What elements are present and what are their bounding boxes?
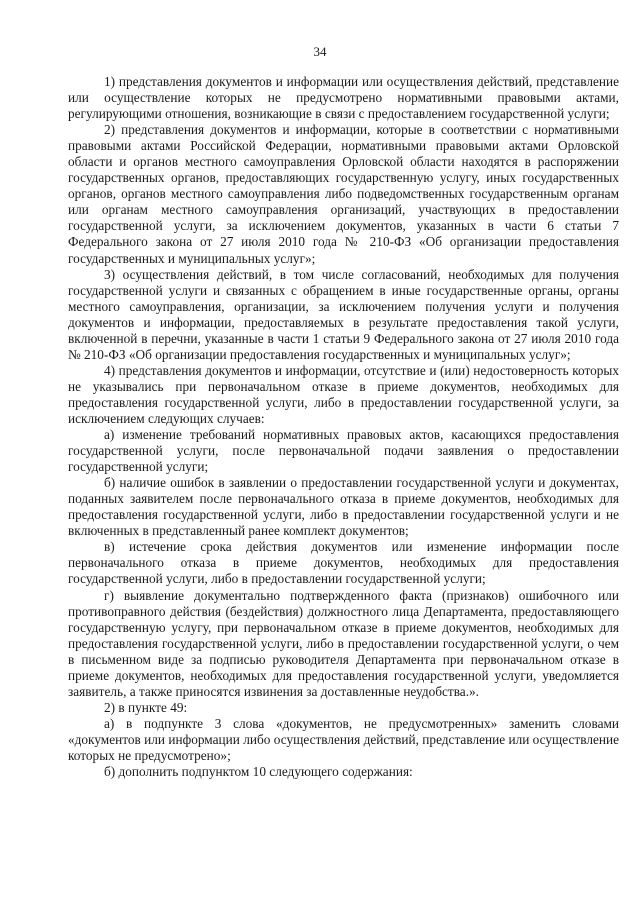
paragraph-subitem-a: а) изменение требований нормативных правовых актов, касающихся предоставления государственной услуги, после первоначальной подачи заявления о предоставлении государственной услуги; <box>68 427 619 475</box>
page-number: 34 <box>313 44 327 59</box>
paragraph-item-3: 3) осуществления действий, в том числе согласований, необходимых для получения государственной услуги и связанных с обращением в иные государственные органы, органы местного самоуправления, организации, за исключением получения услуги и получения документов и информации, предоставляемых в результате предоставления такой услуги, включенной в перечни, указанные в части 1 статьи 9 Федерального закона от 27 июля 2010 года № 210-ФЗ «Об организации предоставления государственных и муниципальных услуг»; <box>68 266 619 362</box>
paragraph-clause-49: 2) в пункте 49: <box>104 699 188 715</box>
paragraph-item-1: 1) представления документов и информации или осуществления действий, представление или осуществление которых не предусмотрено нормативными правовыми актами, регулирующими отношения, возникающие в связи с предоставлением государственной услуги; <box>68 74 619 122</box>
paragraph-clause-49-a: а) в подпункте 3 слова «документов, не предусмотренных» заменить словами «документов или информации либо осуществления действий, представление или осуществление которых не предусмотрено»; <box>68 715 619 763</box>
paragraph-subitem-g: г) выявление документально подтвержденного факта (признаков) ошибочного или противоправного действия (бездействия) должностного лица Департамента, предоставляющего государственную услугу, при первоначальном отказе в приеме документов, необходимых для предоставления государственной услуги, либо в предоставлении государственной услуги, о чем в письменном виде за подписью руководителя Департамента при первоначальном отказе в приеме документов, необходимых для предоставления государственной услуги, уведомляется заявитель, а также приносятся извинения за доставленные неудобства.». <box>68 587 619 699</box>
paragraph-subitem-b: б) наличие ошибок в заявлении о предоставлении государственной услуги и документах, поданных заявителем после первоначального отказа в приеме документов, необходимых для предоставления государственной услуги, либо в предоставлении государственной услуги и не включенных в представленный ранее комплект документов; <box>68 475 619 539</box>
paragraph-clause-49-b: б) дополнить подпунктом 10 следующего содержания: <box>104 764 413 780</box>
paragraph-item-4: 4) представления документов и информации, отсутствие и (или) недостоверность которых не указывались при первоначальном отказе в приеме документов, необходимых для предоставления государственной услуги, либо в предоставлении государственной услуги, за исключением следующих случаев: <box>68 362 619 426</box>
paragraph-item-2: 2) представления документов и информации, которые в соответствии с нормативными правовыми актами Российской Федерации, нормативными правовыми актами Орловской области и органов местного самоуправления Орловской области находятся в распоряжении государственных органов, предоставляющих государственную услугу, иных государственных органов, органов местного самоуправления либо подведомственных государственным органам или органам местного самоуправления организаций, участвующих в предоставлении государственной услуги, за исключением документов, указанных в части 6 статьи 7 Федерального закона от 27 июля 2010 года № 210-ФЗ «Об организации предоставления государственных и муниципальных услуг»; <box>68 122 619 266</box>
document-body <box>68 74 619 780</box>
paragraph-subitem-v: в) истечение срока действия документов или изменение информации после первоначального отказа в приеме документов, необходимых для предоставления государственной услуги, либо в предоставлении государственной услуги; <box>68 539 619 587</box>
